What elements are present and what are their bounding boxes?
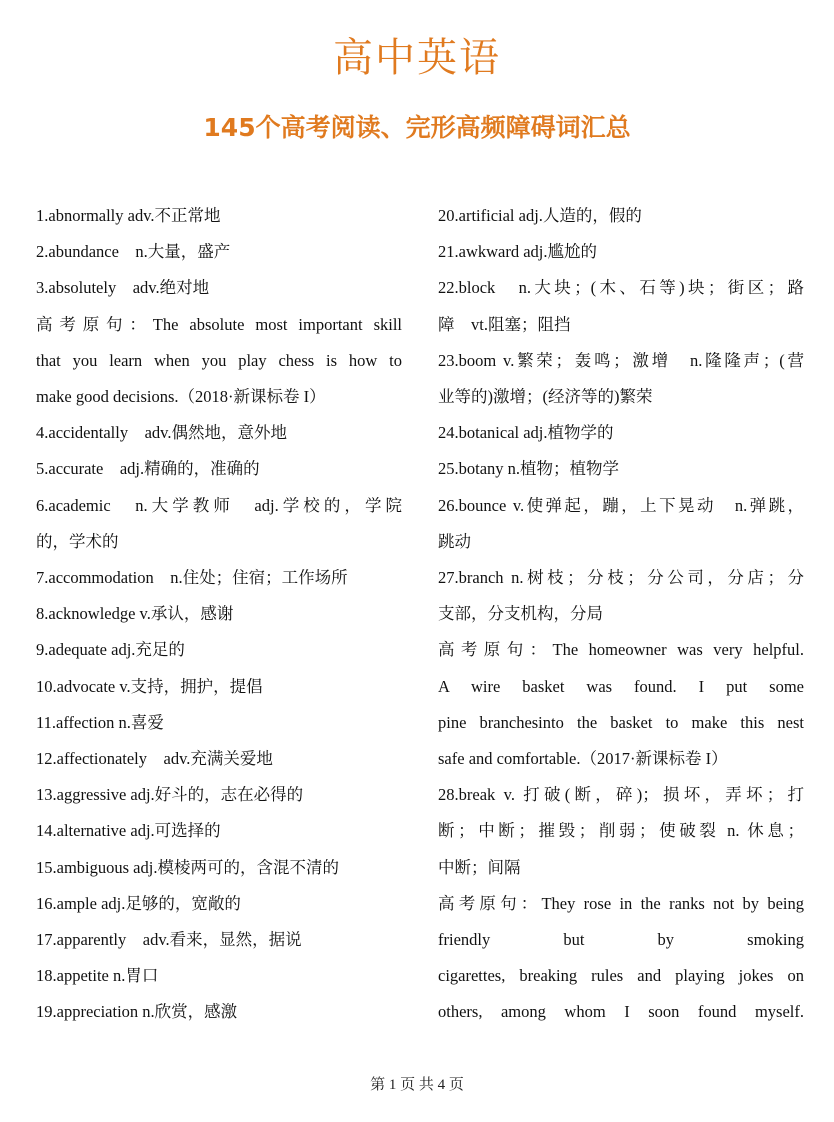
example-sentence-line: 高考原句：The homeowner was very helpful. [438, 640, 804, 660]
vocab-line: 9.adequate adj.充足的 [36, 640, 185, 660]
vocab-line: 17.apparently adv.看来，显然，据说 [36, 930, 302, 950]
vocab-line: 20.artificial adj.人造的，假的 [438, 206, 642, 225]
example-sentence-line: safe and comfortable.（2017·新课标卷 I） [438, 749, 728, 769]
vocab-line: 18.appetite n.胃口 [36, 966, 159, 986]
vocab-line: 26.bounce v.使弹起，蹦，上下晃动 n.弹跳， [438, 495, 804, 515]
example-sentence-line: 高考原句：They rose in the ranks not by being [438, 893, 804, 913]
vocab-line: 15.ambiguous adj.模棱两可的，含混不清的 [36, 857, 339, 877]
left-column [36, 198, 402, 1031]
example-sentence-line: 高考原句：The absolute most important skill [36, 314, 402, 334]
vocab-line: 12.affectionately adv.充满关爱地 [36, 749, 273, 769]
vocab-line: 23.boom v.繁荣；轰鸣；激增 n.隆隆声；(营 [438, 350, 804, 370]
example-sentence-line: that you learn when you play chess is how to [36, 350, 402, 370]
example-sentence-line: cigarettes, breaking rules and playing jokes on [438, 966, 804, 986]
vocab-line: 21.awkward adj.尴尬的 [438, 242, 598, 262]
vocab-line: 28.break v. 打破(断，碎)；损坏，弄坏；打 [438, 785, 804, 805]
vocab-line: 1.abnormally adv.不正常地 [36, 206, 221, 225]
example-sentence-line: pine branchesinto the basket to make this nest [438, 712, 804, 732]
vocab-line: 6.academic n.大学教师 adj.学校的，学院 [36, 495, 402, 515]
vocab-line: 16.ample adj.足够的，宽敞的 [36, 893, 241, 913]
example-sentence-line: friendly but by smoking [438, 930, 804, 950]
vocab-line: 22.block n.大块；(木、石等)块；街区；路 [438, 278, 804, 298]
vocab-line: 27.branch n.树枝；分枝；分公司，分店；分 [438, 568, 804, 588]
vocab-line: 5.accurate adj.精确的，准确的 [36, 459, 260, 479]
vocab-line: 的，学术的 [36, 531, 119, 551]
vocab-line: 中断；间隔 [438, 857, 521, 877]
vocab-line: 支部，分支机构，分局 [438, 604, 603, 624]
right-column [438, 198, 804, 1031]
vocab-line: 24.botanical adj.植物学的 [438, 423, 614, 443]
vocab-line: 7.accommodation n.住处；住宿；工作场所 [36, 568, 348, 588]
page-subtitle: 145个高考阅读、完形高频障碍词汇总 [203, 113, 631, 142]
vocab-line: 2.abundance n.大量，盛产 [36, 242, 231, 262]
example-sentence-line: others, among whom I soon found myself. [438, 1002, 804, 1022]
vocab-line: 断；中断；摧毁；削弱；使破裂 n. 休息； [438, 821, 804, 841]
vocab-line: 4.accidentally adv.偶然地，意外地 [36, 423, 287, 443]
vocab-line: 8.acknowledge v.承认，感谢 [36, 604, 234, 624]
vocab-line: 25.botany n.植物；植物学 [438, 459, 620, 479]
vocab-line: 跳动 [438, 531, 471, 551]
page-title: 高中英语 [333, 35, 501, 81]
page-number-footer: 第 1 页 共 4 页 [370, 1077, 464, 1093]
example-sentence-line: make good decisions.（2018·新课标卷 I） [36, 387, 326, 407]
vocab-line: 14.alternative adj.可选择的 [36, 821, 221, 841]
vocab-line: 3.absolutely adv.绝对地 [36, 278, 210, 298]
example-sentence-line: A wire basket was found. I put some [438, 676, 804, 696]
vocab-line: 障 vt.阻塞；阻挡 [438, 314, 571, 334]
vocab-line: 11.affection n.喜爱 [36, 712, 164, 732]
vocab-line: 10.advocate v.支持，拥护，提倡 [36, 676, 263, 696]
vocab-line: 13.aggressive adj.好斗的，志在必得的 [36, 785, 304, 805]
vocab-line: 业等的)激增；(经济等的)繁荣 [438, 387, 653, 407]
vocab-line: 19.appreciation n.欣赏，感激 [36, 1002, 238, 1022]
